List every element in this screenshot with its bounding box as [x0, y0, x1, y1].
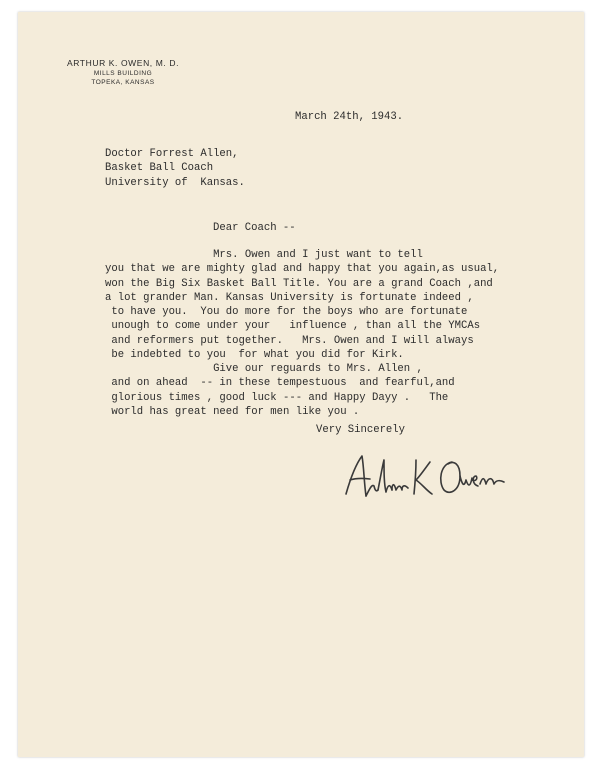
closing: Very Sincerely	[316, 424, 406, 436]
salutation: Dear Coach --	[213, 222, 296, 234]
recipient-line: Doctor Forrest Allen,	[105, 148, 239, 160]
body-line: Give our reguards to Mrs. Allen ,	[105, 363, 423, 375]
body-line: and on ahead -- in these tempestuous and fearful,and	[105, 377, 455, 390]
body-line: Mrs. Owen and I just want to tell	[105, 249, 423, 261]
body-line: glorious times , good luck --- and Happy Dayy . The	[105, 391, 449, 404]
recipient-address	[105, 147, 245, 190]
body-line: be indebted to you for what you did for Kirk.	[105, 349, 404, 362]
body-line: a lot grander Man. Kansas University is fortunate indeed ,	[105, 291, 474, 304]
letter-date: March 24th, 1943.	[295, 111, 404, 123]
letterhead-name: ARTHUR K. OWEN, M. D.	[66, 58, 180, 68]
body-paragraph-1	[105, 248, 499, 362]
handwritten-signature	[340, 450, 510, 506]
body-line: world has great need for men like you .	[105, 405, 360, 418]
body-line: unough to come under your influence , than all the YMCAs	[105, 320, 481, 333]
body-line: won the Big Six Basket Ball Title. You are a grand Coach ,and	[105, 277, 493, 290]
recipient-line: University of Kansas.	[105, 176, 245, 189]
recipient-line: Basket Ball Coach	[105, 162, 214, 175]
body-paragraph-2	[105, 362, 455, 419]
body-line: you that we are mighty glad and happy that you again,as usual,	[105, 263, 500, 276]
letterhead	[58, 58, 188, 86]
body-line: to have you. You do more for the boys who are fortunate	[105, 306, 468, 319]
letter-page	[18, 12, 584, 757]
letterhead-building: MILLS BUILDING	[93, 70, 153, 77]
letterhead-city: TOPEKA, KANSAS	[91, 79, 155, 86]
body-line: and reformers put together. Mrs. Owen and I will always	[105, 334, 474, 347]
